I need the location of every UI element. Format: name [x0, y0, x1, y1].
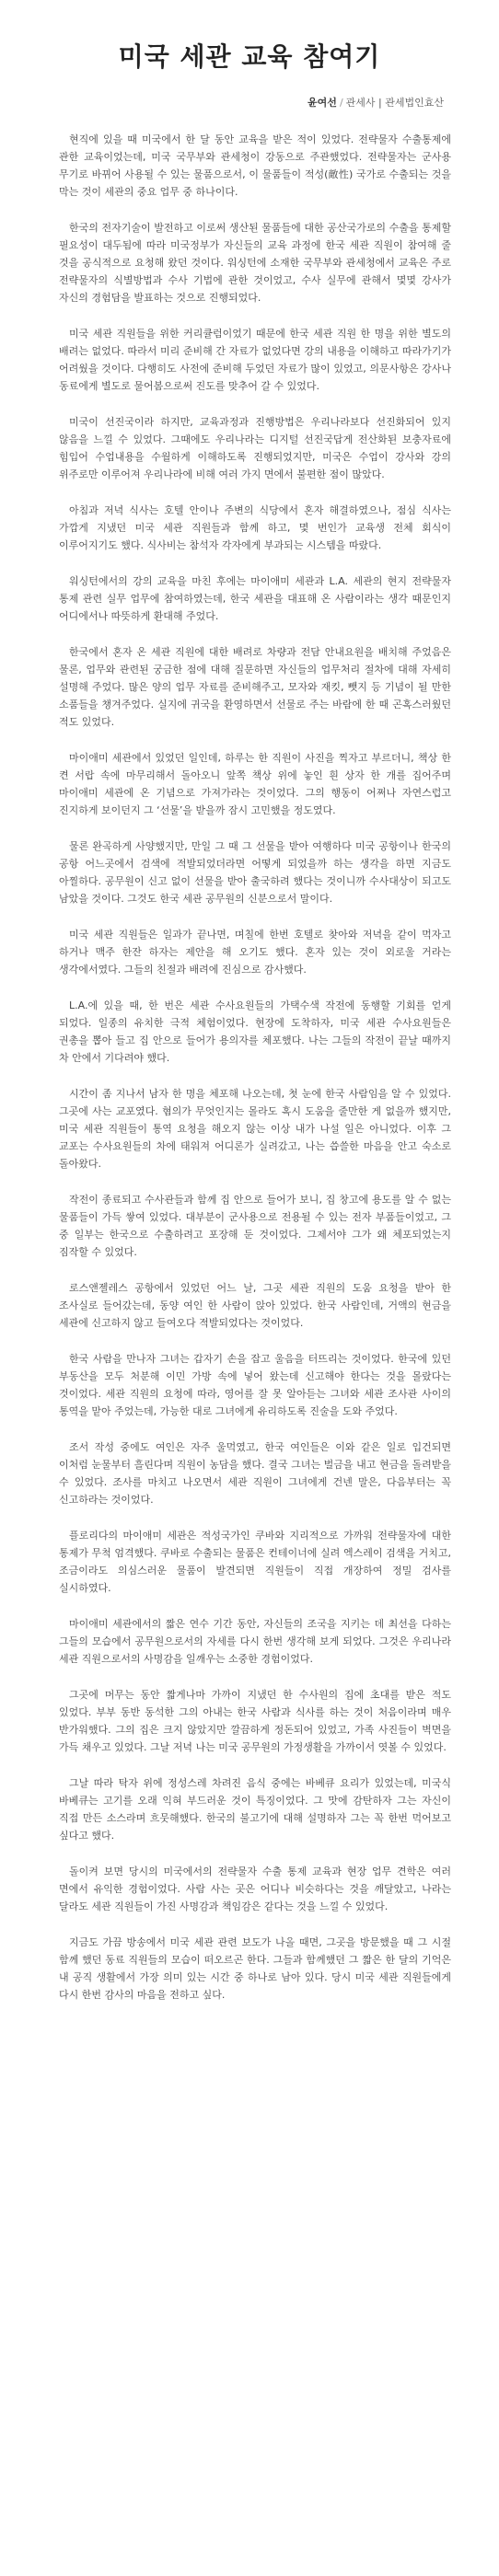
author-name: 윤여선 [308, 97, 337, 109]
paragraph: 시간이 좀 지나서 남자 한 명을 체포해 나오는데, 첫 눈에 한국 사람임을 알 수 있었다. 그곳에 사는 교포였다. 혐의가 무엇인지는 몰라도 혹시 도움을 줄만한 게 없을까 했지만, 미국 세관 직원들이 통역 요청을 해오지 않는 이상 내가 나설 일은 아니었다. 이후 그 교포는 수사요원들의 차에 태워져 어디론가 실려갔고, 나는 씁쓸한 마음을 안고 숙소로 돌아왔다. [59, 1088, 451, 1170]
paragraph: 그날 따라 탁자 위에 정성스레 차려진 음식 중에는 바베큐 요리가 있었는데, 미국식 바베큐는 고기를 오래 익혀 부드러운 것이 특징이었다. 그 맛에 감탄하자 그는 자신이 직접 만든 소스라며 흐뭇해했다. 한국의 불고기에 대해 설명하자 그는 꼭 한번 먹어보고 싶다고 했다. [59, 1777, 451, 1842]
paragraph: 물론 완곡하게 사양했지만, 만일 그 때 그 선물을 받아 여행하다 미국 공항이나 한국의 공항 어느곳에서 검색에 적발되었더라면 어떻게 되었을까 하는 생각을 하면 지금도 아찔하다. 공무원이 신고 없이 선물을 받아 출국하려 했다는 것이니까 수사대상이 되고도 남았을 것이다. 그것도 한국 세관 공무원의 신분으로서 말이다. [59, 840, 451, 905]
paragraph: 그곳에 머무는 동안 짧게나마 가까이 지냈던 한 수사원의 집에 초대를 받은 적도 있었다. 부부 동반 동석한 그의 아내는 한국 사람과 식사를 하는 것이 처음이라며 매우 반가워했다. 그의 집은 크지 않았지만 깔끔하게 정돈되어 있었고, 가족 사진들이 벽면을 가득 채우고 있었다. 그날 저녁 나는 미국 공무원의 가정생활을 가까이서 엿볼 수 있었다. [59, 1689, 451, 1753]
paragraph: 마이애미 세관에서 있었던 일인데, 하루는 한 직원이 사진을 찍자고 부르더니, 책상 한 켠 서랍 속에 마무리해서 돌아오니 앞쪽 책상 위에 놓인 흰 상자 한 개를 집어주며 마이애미 세관에 온 기념으로 가져가라는 것이었다. 그의 행동이 어쩌나 자연스럽고 진지하게 보이던지 그 ‘선물’을 받을까 잠시 고민했을 정도였다. [59, 752, 451, 816]
author-affiliation: 관세사 | 관세법인효산 [345, 97, 444, 109]
paragraph: 지금도 가끔 방송에서 미국 세관 관련 보도가 나올 때면, 그곳을 방문했을 때 그 시절 함께 했던 동료 직원들의 모습이 떠오르곤 한다. 그들과 함께했던 그 짧은 한 달의 기억은 내 공직 생활에서 가장 의미 있는 시간 중 하나로 남아 있다. 당시 미국 세관 직원들에게 다시 한번 감사의 마음을 전하고 싶다. [59, 1936, 451, 2001]
paragraph: 미국 세관 직원들을 위한 커리큘럼이었기 때문에 한국 세관 직원 한 명을 위한 별도의 배려는 없었다. 따라서 미리 준비해 간 자료가 없었다면 강의 내용을 이해하고 따라가기가 어려웠을 것이다. 다행히도 사전에 준비해 두었던 자료가 많이 있었고, 의문사항은 강사나 동료에게 별도로 물어봄으로써 진도를 맞추어 갈 수 있었다. [59, 328, 451, 392]
byline [0, 74, 499, 110]
paragraph: 한국에서 혼자 온 세관 직원에 대한 배려로 차량과 전담 안내요원을 배치해 주었음은 물론, 업무와 관련된 궁금한 점에 대해 질문하면 자신들의 업무처리 절차에 대해 자세히 설명해 주었다. 많은 양의 업무 자료를 준비해주고, 모자와 재킷, 뺏지 등 기념이 될 만한 소품들을 챙겨주었다. 실지에 귀국을 환영하면서 선물로 주는 바람에 한 때 곤혹스러웠던 적도 있었다. [59, 646, 451, 728]
paragraph: 미국이 선진국이라 하지만, 교육과정과 진행방법은 우리나라보다 선진화되어 있지 않음을 느낄 수 있었다. 그때에도 우리나라는 디지털 선진국답게 전산화된 보충자료에 힘입어 수업내용을 수월하게 이해하도록 진행되었지만, 미국은 수업이 강사와 강의 위주로만 이루어져 우리나라에 비해 여러 가지 면에서 불편한 점이 많았다. [59, 416, 451, 480]
paragraph: 돌이켜 보면 당시의 미국에서의 전략물자 수출 통제 교육과 현장 업무 견학은 여러 면에서 유익한 경험이었다. 사람 사는 곳은 어디나 비슷하다는 것을 깨달았고, 나라는 달라도 세관 직원들이 가진 사명감과 책임감은 같다는 것을 느낄 수 있었다. [59, 1866, 451, 1912]
paragraph: 마이애미 세관에서의 짧은 연수 기간 동안, 자신들의 조국을 지키는 데 최선을 다하는 그들의 모습에서 공무원으로서의 자세를 다시 한번 생각해 보게 되었다. 그것은 우리나라 세관 직원으로서의 사명감을 일깨우는 소중한 경험이었다. [59, 1618, 451, 1665]
paragraph: 아침과 저녁 식사는 호텔 안이나 주변의 식당에서 혼자 해결하였으나, 점심 식사는 가깝게 지냈던 미국 세관 직원들과 함께 하고, 몇 번인가 교육생 전체 회식이 이루어지기도 했다. 식사비는 참석자 각자에게 부과되는 시스템을 따랐다. [59, 504, 451, 551]
paragraph: 한국의 전자기술이 발전하고 이로써 생산된 물품들에 대한 공산국가로의 수출을 통제할 필요성이 대두됨에 따라 미국정부가 자신들의 교육 과정에 한국 세관 직원이 참여해 줄 것을 공식적으로 요청해 왔던 것이다. 워싱턴에 소재한 국무부와 관세청에서 교육은 주로 전략물자의 식별방법과 수사 기법에 관한 것이었고, 수사 실무에 관해서 몇몇 강사가 자신의 경험담을 발표하는 것으로 진행되었다. [59, 222, 451, 304]
article-body [59, 131, 451, 2022]
paragraph: 한국 사람을 만나자 그녀는 갑자기 손을 잡고 울음을 터뜨리는 것이었다. 한국에 있던 부동산을 모두 처분해 이민 가방 속에 넣어 왔는데 신고해야 한다는 것을 몰랐다는 것이었다. 세관 직원의 요청에 따라, 영어를 잘 못 알아듣는 그녀와 세관 조사관 사이의 통역을 맡아 주었는데, 가능한 대로 그녀에게 유리하도록 진술을 도와 주었다. [59, 1353, 451, 1417]
paragraph: 로스앤젤레스 공항에서 있었던 어느 날, 그곳 세관 직원의 도움 요청을 받아 한 조사실로 들어갔는데, 동양 여인 한 사람이 앉아 있었다. 한국 사람인데, 거액의 현금을 세관에 신고하지 않고 들여오다 적발되었다는 것이었다. [59, 1282, 451, 1329]
byline-separator: / [339, 97, 343, 109]
paragraph: 워싱턴에서의 강의 교육을 마친 후에는 마이애미 세관과 L.A. 세관의 현지 전략물자 통제 관련 실무 업무에 참여하였는데, 한국 세관을 대표해 온 사람이라는 생각 때문인지 어디에서나 따뜻하게 환대해 주었다. [59, 575, 451, 622]
paragraph: L.A.에 있을 때, 한 번은 세관 수사요원들의 가택수색 작전에 동행할 기회를 얻게 되었다. 일종의 유치한 극적 체험이었다. 현장에 도착하자, 미국 세관 수사요원들은 권총을 뽑아 들고 집 안으로 들어가 용의자를 체포했다. 나는 그들의 작전이 끝날 때까지 차 안에서 기다려야 했다. [59, 999, 451, 1064]
paragraph: 현직에 있을 때 미국에서 한 달 동안 교육을 받은 적이 있었다. 전략물자 수출통제에 관한 교육이었는데, 미국 국무부와 관세청이 강동으로 주관했었다. 전략물자는 군사용 무기로 바뀌어 사용될 수 있는 물품으로서, 이 물품들이 적성(敵性) 국가로 수출되는 것을 막는 것이 세관의 중요 업무 중 하나이다. [59, 133, 451, 198]
article-title: 미국 세관 교육 참여기 [118, 41, 381, 72]
paragraph: 조서 작성 중에도 여인은 자주 울먹였고, 한국 여인들은 이와 같은 일로 입건되면 이처럼 눈물부터 흘린다며 직원이 농담을 했다. 결국 그녀는 벌금을 내고 현금을 돌려받을 수 있었다. 조사를 마치고 나오면서 세관 직원이 그녀에게 건넨 말은, 다음부터는 꼭 신고하라는 것이었다. [59, 1441, 451, 1506]
paragraph: 플로리다의 마이애미 세관은 적성국가인 쿠바와 지리적으로 가까워 전략물자에 대한 통제가 무척 엄격했다. 쿠바로 수출되는 물품은 컨테이너에 실려 엑스레이 검색을 거치고, 조금이라도 의심스러운 물품이 발견되면 직원들이 직접 개장하여 정밀 검사를 실시하였다. [59, 1530, 451, 1594]
paragraph: 미국 세관 직원들은 일과가 끝나면, 며칠에 한번 호텔로 찾아와 저녁을 같이 먹자고 하거나 맥주 한잔 하자는 제안을 해 오기도 했다. 혼자 있는 것이 외로울 거라는 생각에서였다. 그들의 친절과 배려에 진심으로 감사했다. [59, 929, 451, 976]
paragraph: 작전이 종료되고 수사관들과 함께 집 안으로 들어가 보니, 집 창고에 용도를 알 수 없는 물품들이 가득 쌓여 있었다. 대부분이 군사용으로 전용될 수 있는 전자 부품들이었고, 그 중 일부는 한국으로 수출하려고 포장해 둔 것이었다. 그제서야 그가 왜 체포되었는지 짐작할 수 있었다. [59, 1194, 451, 1258]
